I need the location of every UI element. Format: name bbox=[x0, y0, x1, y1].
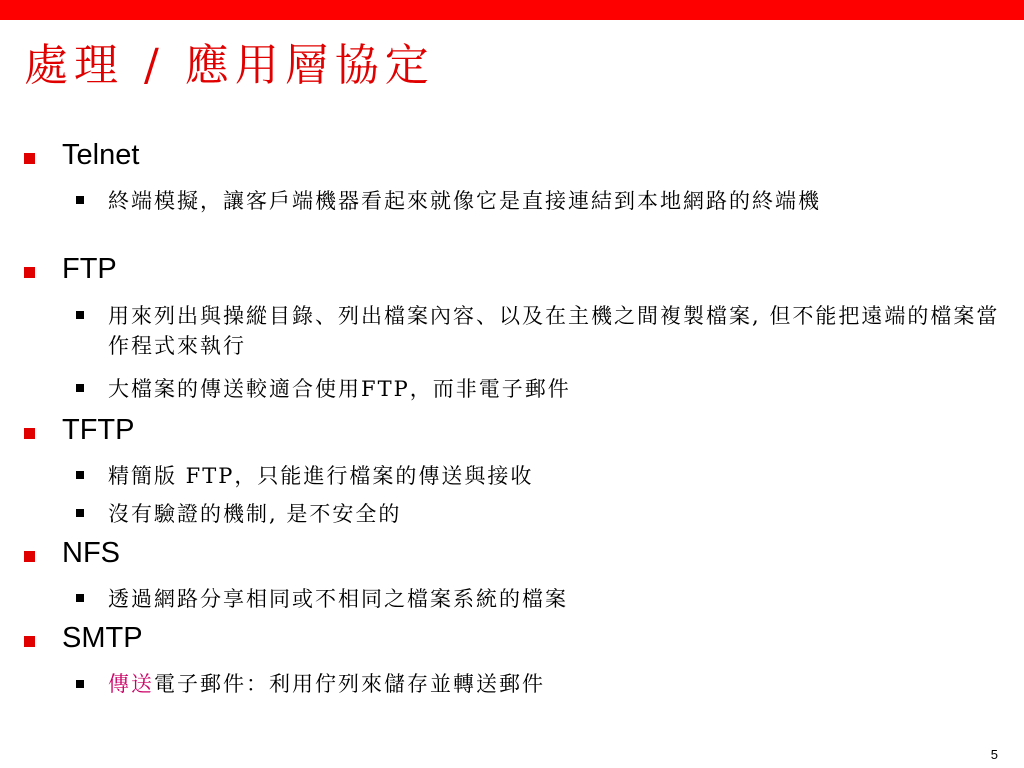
bullet-square-icon bbox=[24, 267, 35, 278]
bullet-square-icon bbox=[24, 551, 35, 562]
sub-bullet-square-icon bbox=[76, 196, 84, 204]
bullet-item-smtp: SMTP bbox=[62, 622, 143, 654]
bullet-square-icon bbox=[24, 428, 35, 439]
bullet-square-icon bbox=[24, 636, 35, 647]
bullet-square-icon bbox=[24, 153, 35, 164]
sub-item-tftp-2: 沒有驗證的機制, 是不安全的 bbox=[108, 502, 402, 526]
bullet-item-tftp: TFTP bbox=[62, 414, 135, 446]
sub-item-tftp-1: 精簡版 FTP，只能進行檔案的傳送與接收 bbox=[108, 464, 534, 488]
sub-item-ftp-2: 大檔案的傳送較適合使用FTP，而非電子郵件 bbox=[108, 377, 571, 401]
sub-bullet-square-icon bbox=[76, 594, 84, 602]
bullet-item-telnet: Telnet bbox=[62, 139, 140, 171]
sub-bullet-square-icon bbox=[76, 471, 84, 479]
sub-item-telnet-1: 終端模擬，讓客戶端機器看起來就像它是直接連結到本地網路的終端機 bbox=[108, 189, 821, 213]
sub-bullet-square-icon bbox=[76, 680, 84, 688]
sub-item-smtp-1 bbox=[108, 669, 1008, 699]
sub-item-ftp-1: 用來列出與操縱目錄、列出檔案內容、以及在主機之間複製檔案, 但不能把遠端的檔案當作程式來執行 bbox=[108, 304, 1000, 358]
slide-title: 處理 / 應用層協定 bbox=[24, 40, 435, 91]
sub-item-nfs-1: 透過網路分享相同或不相同之檔案系統的檔案 bbox=[108, 587, 568, 611]
highlighted-word: 傳送 bbox=[108, 672, 154, 696]
bullet-item-nfs: NFS bbox=[62, 537, 120, 569]
bullet-item-ftp: FTP bbox=[62, 253, 117, 285]
sub-bullet-square-icon bbox=[76, 311, 84, 319]
page-number: 5 bbox=[990, 747, 998, 762]
sub-bullet-square-icon bbox=[76, 384, 84, 392]
sub-item-smtp-text: 電子郵件：利用佇列來儲存並轉送郵件 bbox=[154, 672, 545, 696]
sub-bullet-square-icon bbox=[76, 509, 84, 517]
